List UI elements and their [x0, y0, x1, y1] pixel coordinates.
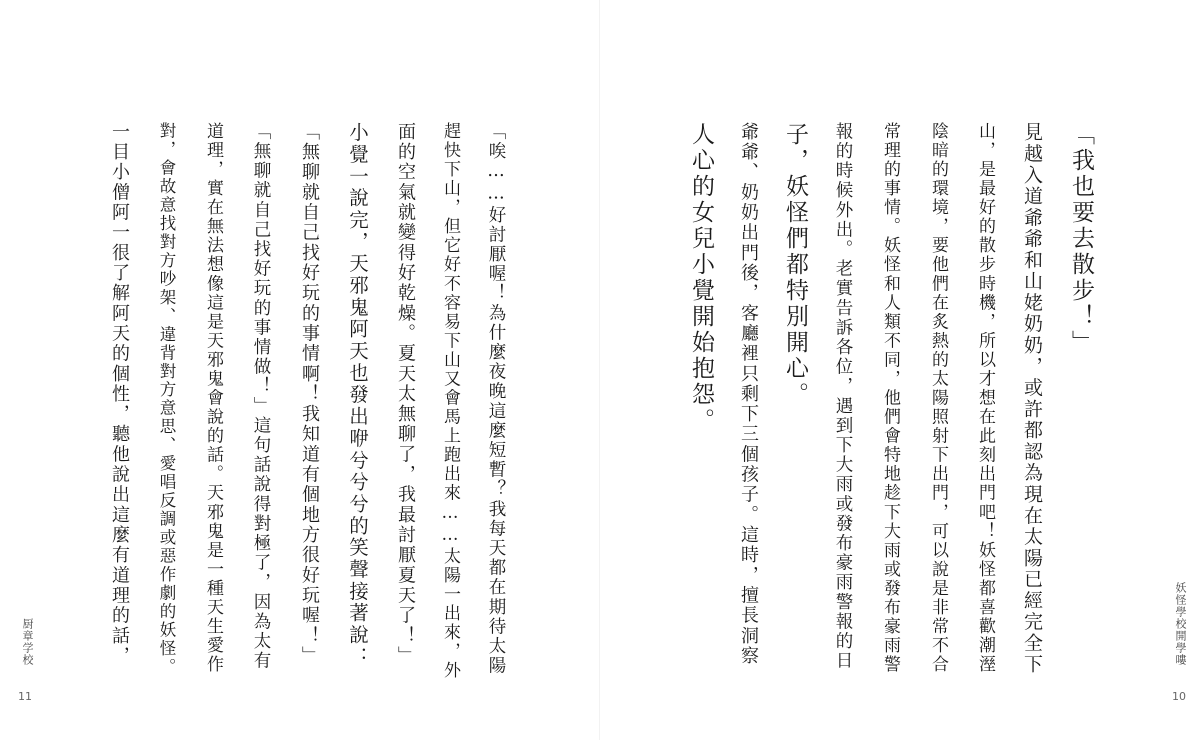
- text-column: 常理的事情。妖怪和人類不同，他們會特地趁下大雨或發布豪雨警: [880, 122, 900, 675]
- text-column: 道理，實在無法想像這是天邪鬼會說的話。天邪鬼是一種天生愛作: [203, 122, 223, 675]
- text-column: 對，會故意找對方吵架、違背對方意思、愛唱反調或惡作劇的妖怪。: [157, 122, 176, 677]
- text-column: 陰暗的環境，要他們在炙熱的太陽照射下出門，可以說是非常不合: [928, 122, 948, 675]
- text-column: 面的空氣就變得好乾燥。夏天太無聊了，我最討厭夏天了！」: [395, 122, 416, 667]
- running-head: 厨章学校: [21, 618, 34, 666]
- running-head: 妖怪學校開學嘍: [1174, 582, 1187, 666]
- text-column: 趕快下山，但它好不容易下山又會馬上跑出來……太陽一出來，外: [440, 122, 460, 681]
- text-column: 人心的女兒小覺開始抱怨。: [688, 122, 714, 434]
- text-column: 爺爺、奶奶出門後，客廳裡只剩下三個孩子。這時，擅長洞察: [738, 122, 759, 667]
- text-column: 報的時候外出。老實告訴各位，遇到下大雨或發布豪雨警報的日: [833, 122, 853, 671]
- text-column: 「我也要去散步！」: [1068, 122, 1094, 356]
- text-column: 山，是最好的散步時機，所以才想在此刻出門吧！妖怪都喜歡潮溼: [975, 122, 995, 675]
- text-column: 「唉……好討厭喔！為什麼夜晚這麼短暫？我每天都在期待太陽: [486, 122, 506, 676]
- text-column: 一目小僧阿一很了解阿天的個性，聽他說出這麼有道理的話，: [109, 122, 130, 667]
- text-column: 小覺一說完，天邪鬼阿天也發出咿兮兮兮的笑聲接著說：: [346, 122, 369, 668]
- text-column: 「無聊就自己找好玩的事情做！」這句話說得對極了，因為太有: [251, 122, 271, 671]
- page-number: 11: [18, 690, 32, 703]
- page-number: 10: [1172, 690, 1186, 703]
- text-column: 「無聊就自己找好玩的事情啊！我知道有個地方很好玩喔！」: [299, 122, 320, 667]
- right-page: [600, 0, 1200, 740]
- text-column: 子，妖怪們都特別開心。: [782, 122, 808, 408]
- text-column: 見越入道爺爺和山姥奶奶，或許都認為現在太陽已經完全下: [1021, 122, 1043, 676]
